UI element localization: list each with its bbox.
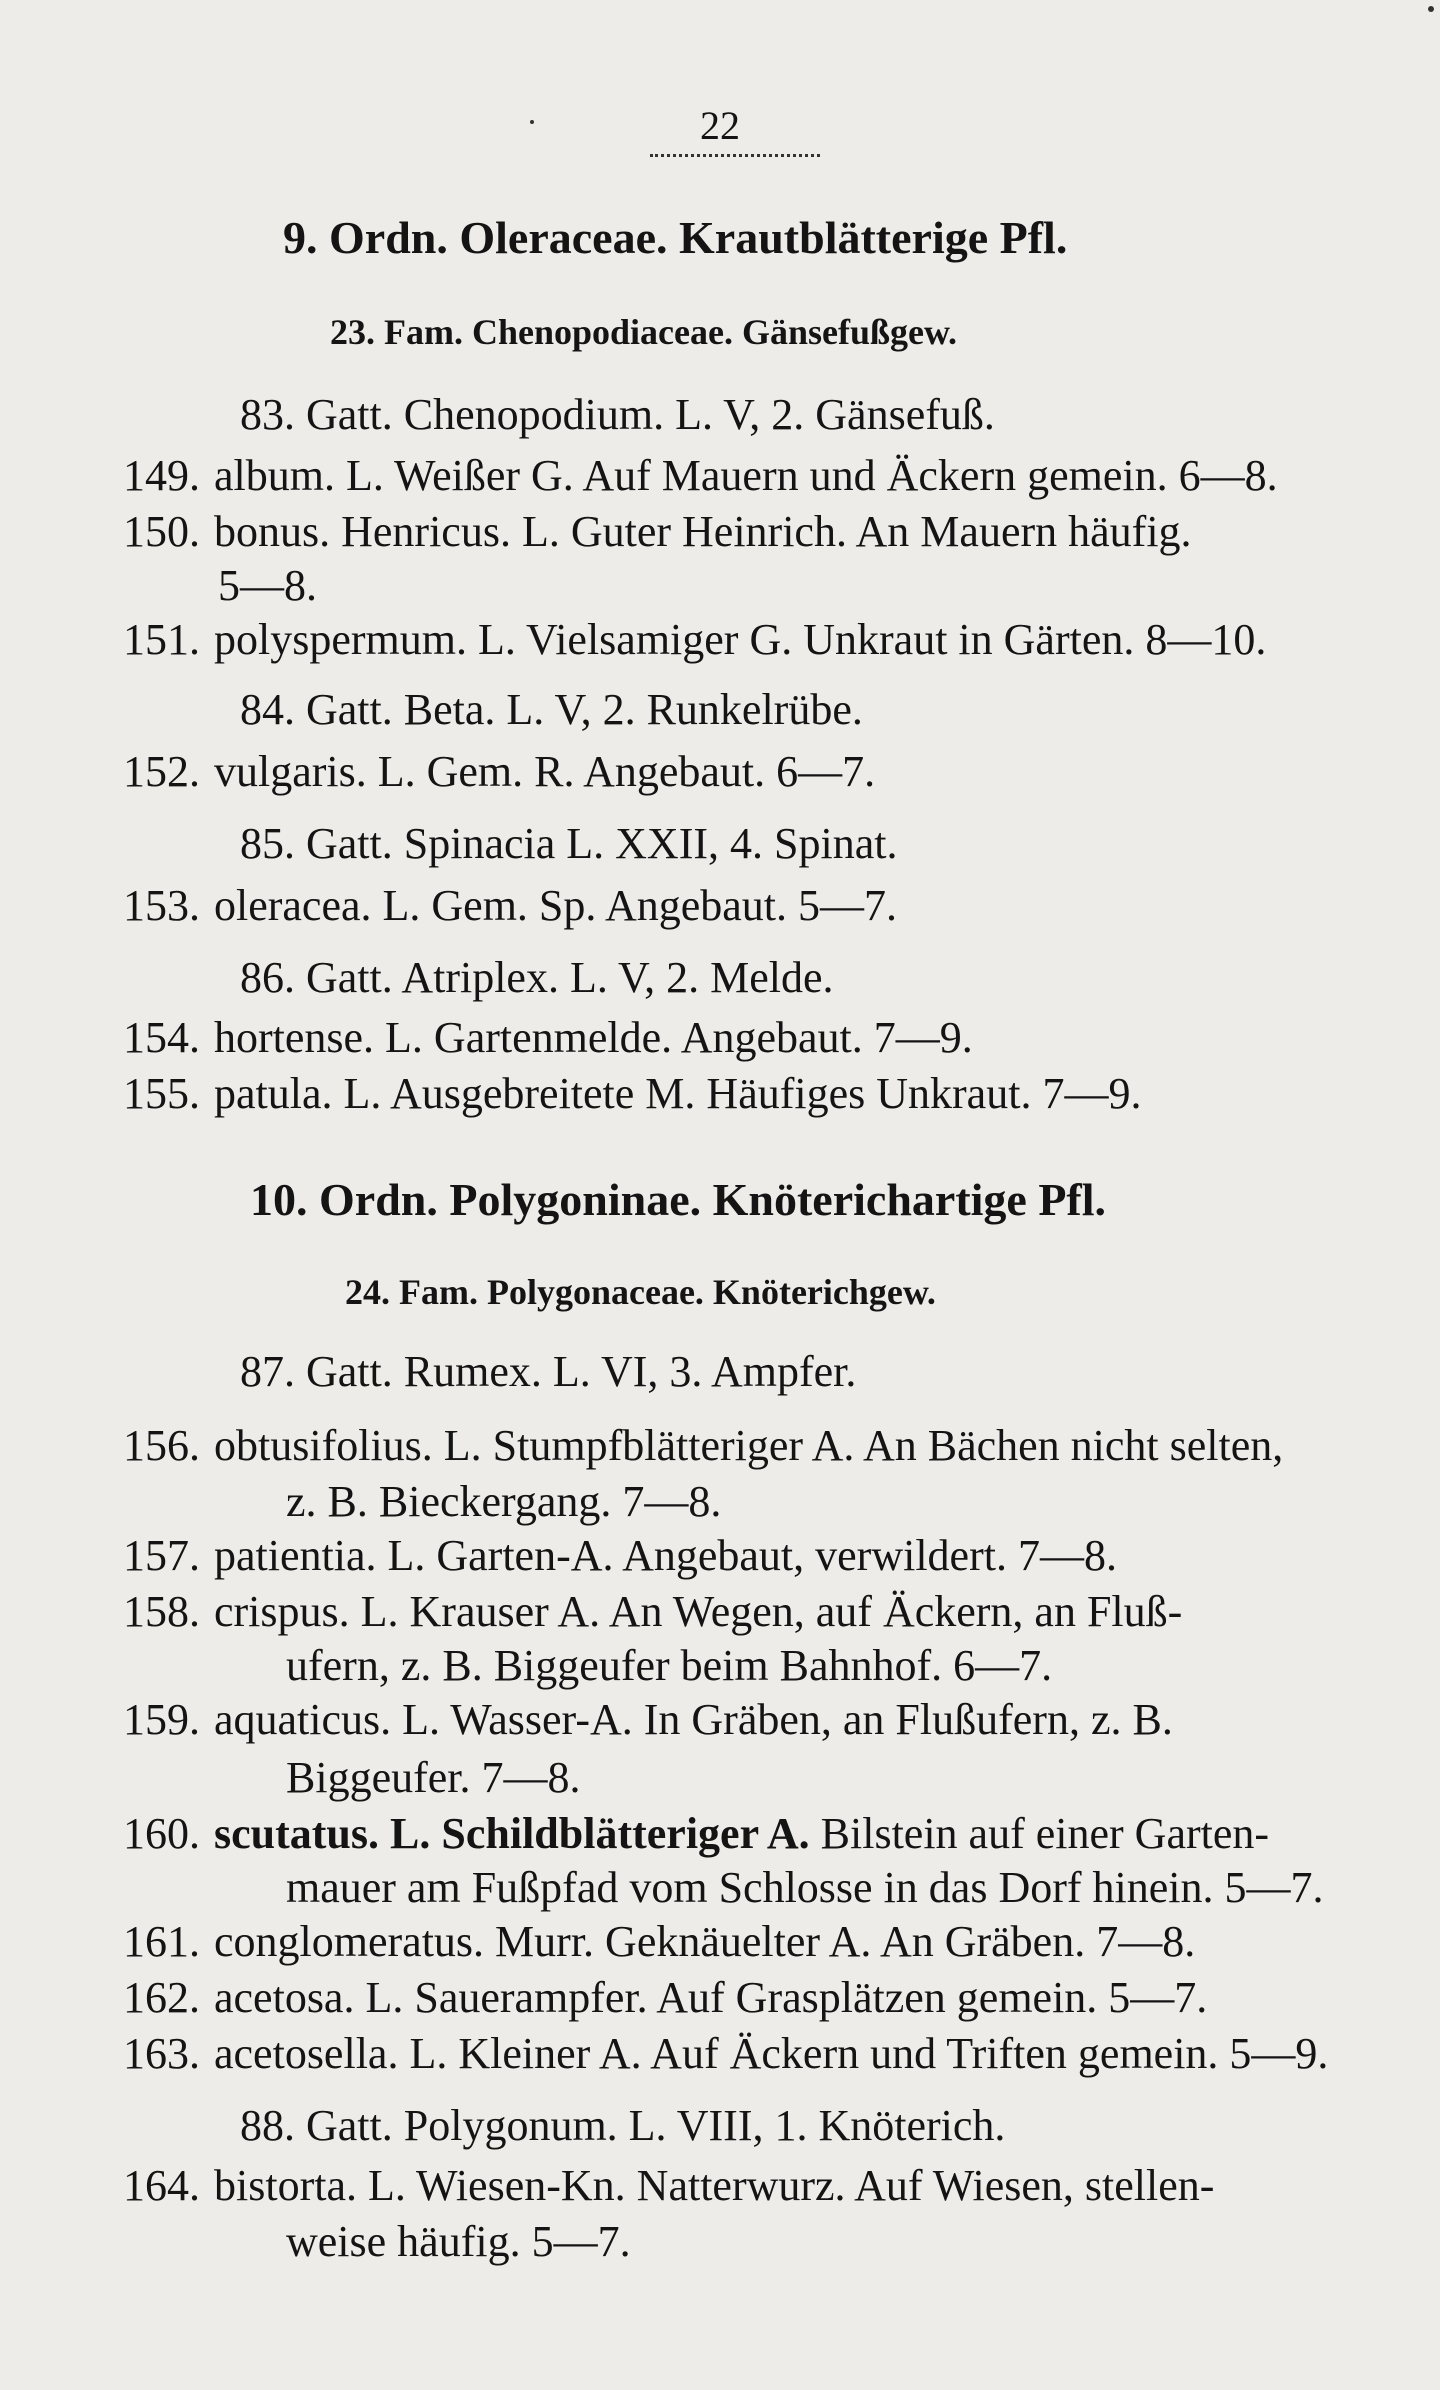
entry-155 (110, 1068, 1141, 1120)
genus-heading-85: 85. Gatt. Spinacia L. XXII, 4. Spinat. (240, 819, 898, 868)
ornamental-rule (650, 148, 820, 157)
entry-text: hortense. L. Gartenmelde. Angebaut. 7—9. (214, 1013, 973, 1062)
entry-text: aquaticus. L. Wasser-A. In Gräben, an Flußufern, z. B. (214, 1695, 1173, 1744)
entry-161 (110, 1916, 1195, 1968)
entry-number: 149. (123, 451, 200, 500)
order-heading-10: 10. Ordn. Polygoninae. Knöterichartige Pfl. (250, 1174, 1107, 1225)
genus-heading-86: 86. Gatt. Atriplex. L. V, 2. Melde. (240, 953, 834, 1002)
entry-154 (110, 1012, 973, 1064)
entry-153 (110, 880, 897, 932)
entry-159-continuation: Biggeufer. 7—8. (286, 1753, 581, 1802)
order-heading-9: 9. Ordn. Oleraceae. Krautblätterige Pfl. (283, 212, 1068, 263)
entry-164 (110, 2160, 1214, 2212)
genus-heading-88: 88. Gatt. Polygonum. L. VIII, 1. Knöterich. (240, 2101, 1006, 2150)
entry-text: polyspermum. L. Vielsamiger G. Unkraut in Gärten. 8—10. (214, 615, 1267, 664)
entry-160 (110, 1808, 1269, 1860)
entry-158-continuation: ufern, z. B. Biggeufer beim Bahnhof. 6—7. (286, 1641, 1053, 1690)
entry-163 (110, 2028, 1328, 2080)
entry-text: bonus. Henricus. L. Guter Heinrich. An Mauern häufig. (214, 507, 1192, 556)
entry-text: patientia. L. Garten-A. Angebaut, verwildert. 7—8. (214, 1531, 1117, 1580)
entry-text: obtusifolius. L. Stumpfblätteriger A. An Bächen nicht selten, (214, 1421, 1284, 1470)
page-number: 22 (700, 103, 740, 148)
entry-162 (110, 1972, 1207, 2024)
paper-speck (530, 120, 534, 124)
entry-number: 156. (123, 1421, 200, 1470)
entry-number: 157. (123, 1531, 200, 1580)
entry-150-continuation: 5—8. (218, 561, 317, 610)
entry-name-bold: scutatus. L. Schildblätteriger A. (214, 1809, 810, 1858)
entry-number: 150. (123, 507, 200, 556)
entry-number: 152. (123, 747, 200, 796)
genus-heading-87: 87. Gatt. Rumex. L. VI, 3. Ampfer. (240, 1347, 857, 1396)
entry-164-continuation: weise häufig. 5—7. (286, 2217, 631, 2266)
entry-number: 154. (123, 1013, 200, 1062)
family-heading-23: 23. Fam. Chenopodiaceae. Gänsefußgew. (330, 312, 958, 352)
entry-number: 151. (123, 615, 200, 664)
entry-number: 160. (123, 1809, 200, 1858)
entry-149 (110, 450, 1278, 502)
entry-156-continuation: z. B. Bieckergang. 7—8. (286, 1477, 722, 1526)
entry-text: conglomeratus. Murr. Geknäuelter A. An Gräben. 7—8. (214, 1917, 1196, 1966)
entry-number: 159. (123, 1695, 200, 1744)
entry-number: 164. (123, 2161, 200, 2210)
entry-text: bistorta. L. Wiesen-Kn. Natterwurz. Auf Wiesen, stellen- (214, 2161, 1215, 2210)
entry-150 (110, 506, 1192, 558)
entry-number: 153. (123, 881, 200, 930)
entry-text: oleracea. L. Gem. Sp. Angebaut. 5—7. (214, 881, 898, 930)
family-heading-24: 24. Fam. Polygonaceae. Knöterichgew. (345, 1272, 936, 1312)
entry-160-continuation: mauer am Fußpfad vom Schlosse in das Dorf hinein. 5—7. (286, 1863, 1324, 1912)
entry-text: acetosa. L. Sauerampfer. Auf Grasplätzen gemein. 5—7. (214, 1973, 1208, 2022)
paper-speck (1428, 6, 1434, 12)
entry-158 (110, 1586, 1182, 1638)
entry-number: 161. (123, 1917, 200, 1966)
entry-number: 155. (123, 1069, 200, 1118)
entry-157 (110, 1530, 1117, 1582)
entry-text: patula. L. Ausgebreitete M. Häufiges Unkraut. 7—9. (214, 1069, 1142, 1118)
entry-text: Bilstein auf einer Garten- (809, 1809, 1270, 1858)
entry-text: vulgaris. L. Gem. R. Angebaut. 6—7. (214, 747, 876, 796)
entry-text: crispus. L. Krauser A. An Wegen, auf Äckern, an Fluß- (214, 1587, 1183, 1636)
entry-152 (110, 746, 875, 798)
entry-number: 163. (123, 2029, 200, 2078)
genus-heading-83: 83. Gatt. Chenopodium. L. V, 2. Gänsefuß. (240, 390, 995, 439)
entry-text: album. L. Weißer G. Auf Mauern und Äckern gemein. 6—8. (214, 451, 1278, 500)
entry-156 (110, 1420, 1283, 1472)
genus-heading-84: 84. Gatt. Beta. L. V, 2. Runkelrübe. (240, 685, 863, 734)
entry-number: 158. (123, 1587, 200, 1636)
entry-151 (110, 614, 1266, 666)
entry-number: 162. (123, 1973, 200, 2022)
entry-text: acetosella. L. Kleiner A. Auf Äckern und Triften gemein. 5—9. (214, 2029, 1329, 2078)
entry-159 (110, 1694, 1173, 1746)
